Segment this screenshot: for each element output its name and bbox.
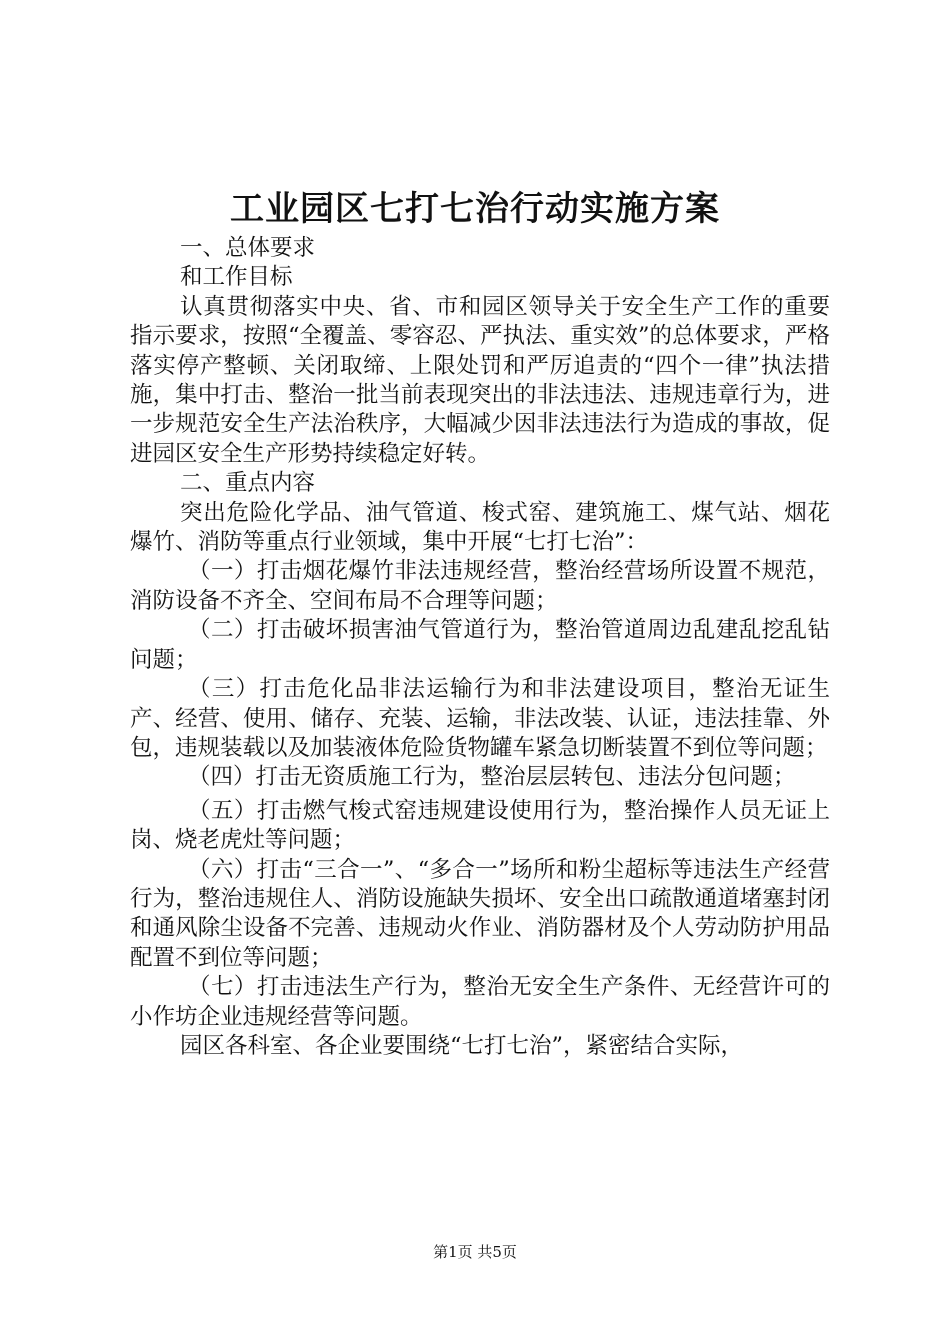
list-item-7: （七）打击违法生产行为，整治无安全生产条件、无经营许可的小作坊企业违规经营等问题。 [130, 974, 830, 1030]
section-heading-2: 二、重点内容 [180, 470, 316, 497]
list-item-6: （六）打击“三合一”、“多合一”场所和粉尘超标等违法生产经营行为，整治违规住人、消防设施缺失损坏、安全出口疏散通道堵塞封闭和通风除尘设备不完善、违规动火作业、消防器材及个人劳动防护用品配置不到位等问题； [130, 856, 830, 971]
section-heading-1: 一、总体要求 [180, 235, 316, 261]
section-heading-1-cont: 和工作目标 [180, 264, 293, 291]
page-footer: 第1页 共5页 [433, 1243, 517, 1261]
list-item-3: （三）打击危化品非法运输行为和非法建设项目，整治无证生产、经营、使用、储存、充装、运输，非法改装、认证，违法挂靠、外包，违规装载以及加装液体危险货物罐车紧急切断装置不到位等问题； [130, 676, 830, 761]
paragraph-general-requirements: 认真贯彻落实中央、省、市和园区领导关于安全生产工作的重要指示要求，按照“全覆盖、零容忍、严执法、重实效”的总体要求，严格落实停产整顿、关闭取缔、上限处罚和严厉追责的“四个一律”执法措施，集中打击、整治一批当前表现突出的非法违法、违规违章行为，进一步规范安全生产法治秩序，大幅减少因非法违法行为造成的事故，促进园区安全生产形势持续稳定好转。 [130, 293, 830, 467]
paragraph-closing: 园区各科室、各企业要围绕“七打七治”，紧密结合实际， [180, 1032, 744, 1059]
list-item-1: （一）打击烟花爆竹非法违规经营，整治经营场所设置不规范，消防设备不齐全、空间布局不合理等问题； [130, 558, 830, 614]
list-item-4: （四）打击无资质施工行为，整治层层转包、违法分包问题； [188, 764, 796, 791]
list-item-2: （二）打击破坏损害油气管道行为，整治管道周边乱建乱挖乱钻问题； [130, 617, 830, 673]
document-body [130, 234, 830, 1061]
document-title: 工业园区七打七治行动实施方案 [230, 189, 720, 229]
paragraph-key-content: 突出危险化学品、油气管道、梭式窑、建筑施工、煤气站、烟花爆竹、消防等重点行业领域，集中开展“七打七治”： [130, 499, 830, 556]
list-item-5: （五）打击燃气梭式窑违规建设使用行为，整治操作人员无证上岗、烧老虎灶等问题； [130, 797, 830, 854]
